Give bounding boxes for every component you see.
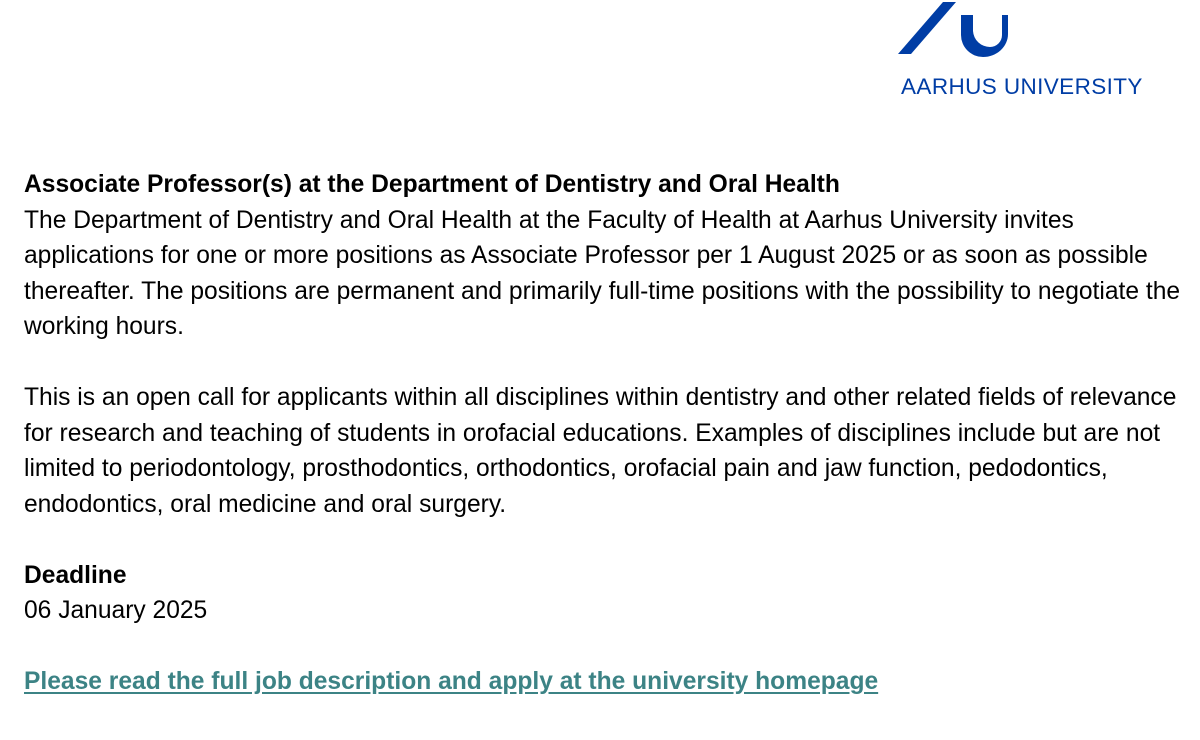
- deadline-block: [24, 558, 1184, 629]
- logo-slash-shape: [898, 2, 956, 54]
- job-title: Associate Professor(s) at the Department of Dentistry and Oral Health: [24, 171, 840, 198]
- paragraph-spacer: [24, 629, 1184, 665]
- deadline-date: 06 January 2025: [24, 597, 208, 624]
- job-posting: [24, 167, 1184, 700]
- apply-paragraph: [24, 664, 1184, 700]
- open-call-paragraph: This is an open call for applicants within all disciplines within dentistry and other related fields of relevance for research and teaching of students in orofacial educations. Examples of disciplines include but are not limited to periodontology, prosthodontics, orthodontics, orofacial pain and jaw function, pedodontics, endodontics, oral medicine and oral surgery.: [24, 384, 1177, 518]
- university-name: AARHUS UNIVERSITY: [901, 74, 1143, 99]
- paragraph-spacer: [24, 345, 1184, 381]
- paragraph-spacer: [24, 522, 1184, 558]
- aarhus-university-logo: [896, 0, 1166, 105]
- deadline-label: Deadline: [24, 561, 127, 589]
- university-logo-mark-icon: [898, 0, 1010, 58]
- job-intro-paragraph: [24, 167, 1184, 345]
- job-intro-text: The Department of Dentistry and Oral Health at the Faculty of Health at Aarhus University invites applications for one or more positions as Associate Professor per 1 August 2025 or as soon as possible thereafter. The positions are permanent and primarily full-time positions with the possibility to negotiate the working hours.: [24, 206, 1181, 340]
- logo-arc-shape: [961, 15, 1008, 57]
- apply-link[interactable]: Please read the full job description and apply at the university homepage: [24, 668, 879, 695]
